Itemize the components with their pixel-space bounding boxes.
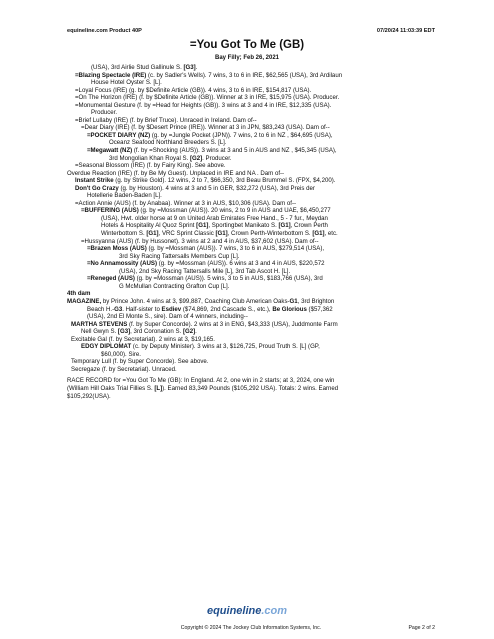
bold-text: =Brazen Moss (AUS) — [87, 245, 147, 253]
line-text: by Prince John. 4 wins at 3, $99,887, Coaching Club American Oaks- — [101, 297, 290, 305]
line-text: , 3rd Coronation S. — [130, 328, 183, 336]
line-text: (g. by =Mossman (AUS)). 6 wins at 3 and 4 in AUS, $220,572 — [157, 260, 325, 268]
bold-text: =Megawatt (NZ) — [87, 147, 133, 155]
line-text: $60,000). Sire. — [101, 350, 141, 358]
pedigree-line — [67, 298, 439, 306]
line-text: (William Hill Oaks Trial Fillies S. — [67, 384, 155, 392]
line-text: =Action Annie (AUS) (f. by Anabaa). Winner at 3 in AUS, $10,306 (USA). Dam of-- — [75, 199, 296, 207]
bold-text: Don't Go Crazy — [75, 184, 119, 192]
bold-text: [G2] — [182, 328, 196, 336]
pedigree-line — [67, 253, 439, 261]
line-text: (f. by =Shocking (AUS)). 3 wins at 3 and 5 in AUS and NZ , $45,345 (USA), — [132, 147, 337, 155]
line-text: (g. by Houston). 4 wins at 3 and 5 in GER, $32,272 (USA), 3rd Preis der — [118, 184, 315, 192]
pedigree-line — [67, 275, 439, 283]
pedigree-line — [67, 306, 439, 314]
pedigree-line — [67, 215, 439, 223]
pedigree-line — [67, 230, 439, 238]
header-timestamp: 07/20/24 11:03:39 EDT — [376, 28, 435, 34]
line-text: Hotellerie Baden-Baden [L]. — [87, 192, 162, 200]
bold-text: Esdiev — [161, 305, 182, 313]
line-text: ($57,362 — [306, 305, 333, 313]
bold-text: [G1] — [278, 222, 291, 230]
line-text: (USA), 2nd Sky Racing Tattersalls Mile [L], 3rd Tab Ascot H. [L]. — [119, 267, 291, 275]
line-text: (c. by Deputy Minister). 3 wins at 3, $126,725, Proud Truth S. [L] (GP, — [131, 343, 320, 351]
line-text: =Dear Diary (IRE) (f. by $Desert Prince (IRE)). Winner at 3 in JPN, $83,243 (USA). Dam of-- — [81, 124, 330, 132]
pedigree-line — [67, 245, 439, 253]
bold-text: =BUFFERING (AUS) — [81, 207, 139, 215]
bold-text: [G1] — [215, 230, 228, 238]
pedigree-line — [67, 79, 439, 87]
pedigree-line — [67, 64, 439, 72]
line-text: (USA), 2nd El Monte S., sire). Dam of 4 winners, including-- — [87, 313, 248, 321]
pedigree-line — [67, 260, 439, 268]
line-text: . — [195, 328, 197, 336]
bold-text: [L] — [154, 384, 163, 392]
pedigree-line — [67, 102, 439, 110]
line-text: Winterbottom S. — [101, 230, 147, 238]
line-text: ($74,869, 2nd Cascade S., etc.), — [181, 305, 273, 313]
logo-main: equineline — [206, 605, 262, 617]
horse-name-title: =You Got To Me (GB) — [189, 39, 305, 51]
pedigree-line — [67, 385, 439, 393]
pedigree-line — [67, 336, 439, 344]
line-text: , VRC Sprint Classic — [158, 230, 216, 238]
bold-text: =Blazing Spectacle (IRE) — [75, 71, 147, 79]
line-text: (g. by =Jungle Pocket (JPN)). 7 wins, 2 to 6 in NZ , $64,695 (USA), — [150, 131, 333, 139]
bold-text: Instant Strike — [75, 177, 114, 185]
horse-description: Bay Filly; Feb 26, 2021 — [214, 55, 280, 61]
line-text: Beach H.- — [87, 305, 115, 313]
line-text: , Crown Perth — [290, 222, 328, 230]
logo-suffix: .com — [261, 605, 288, 617]
pedigree-line — [67, 321, 439, 329]
pedigree-body — [67, 64, 439, 400]
line-text: Hotels & Hospitality Al Quoz Sprint — [101, 222, 197, 230]
pedigree-line — [67, 132, 439, 140]
bold-text: [G3] — [117, 328, 131, 336]
line-text: , Crown Perth-Winterbottom S. — [227, 230, 313, 238]
bold-text: MAGAZINE, — [67, 297, 102, 305]
bold-text: =No Annamossity (AUS) — [87, 260, 158, 268]
header-product: equineline.com Product 40P — [67, 28, 142, 34]
line-text: (USA), 3rd Airlie Stud Gallinule S. — [91, 64, 184, 71]
pedigree-line — [67, 87, 439, 95]
line-text: =Seasonal Blossom (IRE) (f. by Fairy King). See above. — [75, 162, 226, 170]
line-text: =Brief Lullaby (IRE) (f. by Brief Truce). Unraced in Ireland. Dam of-- — [75, 116, 257, 124]
line-text: ). Earned 83,349 Pounds ($105,292 USA). Totals: 2 wins. Earned — [162, 384, 339, 392]
line-text: . Producer. — [202, 154, 232, 162]
pedigree-line — [67, 170, 439, 178]
pedigree-line — [67, 290, 439, 298]
bold-text: [G1] — [146, 230, 159, 238]
line-text: Secregaze (f. by Secretariat). Unraced. — [71, 365, 177, 373]
pedigree-line — [67, 238, 439, 246]
line-text: 3rd Mongolian Khan Royal S. — [109, 154, 190, 162]
line-text: (f. by Super Concorde). 2 wins at 3 in ENG, $43,333 (USA), Juddmonte Farm — [127, 320, 338, 328]
line-text: 3rd Sky Racing Tattersalls Members Cup [L]. — [119, 252, 240, 260]
bold-text: EDGY DIPLOMAT — [81, 343, 132, 351]
line-text: 4th dam — [67, 290, 91, 298]
line-text: , etc. — [324, 230, 338, 238]
line-text: , 3rd Brighton — [297, 297, 335, 305]
pedigree-line — [67, 155, 439, 163]
line-text: Oceanz Seafood Northland Breeders S. [L]. — [109, 139, 227, 147]
pedigree-line — [67, 393, 439, 401]
pedigree-line — [67, 147, 439, 155]
line-text: (USA), Hwt. older horse at 9 on United Arab Emirates Free Hand., 5 - 7 fur., Meydan — [101, 214, 328, 222]
line-text: , Sportingbet Manikato S. — [208, 222, 279, 230]
line-text: . Half-sister to — [122, 305, 162, 313]
line-text: Temporary Lull (f. by Super Concorde). See above. — [71, 358, 209, 366]
pedigree-line — [67, 222, 439, 230]
pedigree-line — [67, 358, 439, 366]
bold-text: [G2] — [189, 154, 203, 162]
footer-page-number: Page 2 of 2 — [408, 625, 435, 631]
pedigree-line — [67, 283, 439, 291]
pedigree-line — [67, 192, 439, 200]
line-text: (g. by =Mossman (AUS)). 5 wins, 3 to 5 in AUS, $183,766 (USA), 3rd — [134, 275, 323, 283]
line-text: . — [195, 64, 198, 71]
line-text: (g. by =Mossman (AUS)). 20 wins, 2 to 9 in AUS and UAE, $6,450,277 — [138, 207, 331, 215]
line-text: =Hussyanna (AUS) (f. by Hussonet). 3 wins at 2 and 4 in AUS, $37,602 (USA). Dam of-- — [81, 237, 319, 245]
line-text: (g. by Strike Gold). 12 wins, 2 to 7, $66,350, 3rd Beau Brummel S. (FPX, $4,200). — [113, 177, 336, 185]
bold-text: Be Glorious — [272, 305, 307, 313]
equineline-logo — [0, 605, 494, 617]
bold-text: [G3] — [183, 64, 196, 71]
pedigree-line — [67, 328, 439, 336]
bold-text: [G1] — [312, 230, 325, 238]
line-text: Overdue Reaction (IRE) (f. by Be My Guest). Unplaced in IRE and NA . Dam of-- — [67, 169, 285, 177]
pedigree-line — [67, 124, 439, 132]
pedigree-line — [67, 351, 439, 359]
line-text: House Hotel Oyster S. [L]. — [91, 79, 162, 87]
pedigree-line — [67, 117, 439, 125]
pedigree-line — [67, 366, 439, 374]
line-text: Producer. — [91, 109, 118, 117]
bold-text: G1 — [289, 297, 298, 305]
pedigree-line — [67, 200, 439, 208]
line-text: RACE RECORD for =You Got To Me (GB): In England. At 2, one win in 2 starts; at 3, 2024, one win — [67, 377, 335, 385]
pedigree-line — [67, 313, 439, 321]
pedigree-line — [67, 139, 439, 147]
pedigree-line — [67, 177, 439, 185]
pedigree-line — [67, 162, 439, 170]
line-text: G McMullan Contracting Grafton Cup [L]. — [119, 282, 230, 290]
bold-text: [G1] — [196, 222, 209, 230]
pedigree-line — [67, 94, 439, 102]
line-text: (g. by =Mossman (AUS)). 7 wins, 3 to 6 in AUS, $279,514 (USA), — [146, 245, 325, 253]
pedigree-line — [67, 343, 439, 351]
pedigree-line — [67, 268, 439, 276]
line-text: =Monumental Gesture (f. by =Head for Heights (GB)). 3 wins at 3 and 4 in IRE, $12,335 (USA). — [75, 101, 332, 109]
pedigree-line — [67, 377, 439, 385]
line-text: Nell Gwyn S. — [81, 328, 118, 336]
footer-copyright: Copyright © 2024 The Jockey Club Information Systems, Inc. — [180, 625, 322, 631]
bold-text: =POCKET DIARY (NZ) — [87, 131, 151, 139]
line-text: Excitable Gal (f. by Secretariat). 2 wins at 3, $19,165. — [71, 335, 215, 343]
bold-text: =Reneged (AUS) — [87, 275, 135, 283]
bold-text: G3 — [114, 305, 123, 313]
line-text: $105,292(USA). — [67, 392, 111, 400]
line-text: =Loyal Focus (IRE) (g. by $Definite Article (GB)). 4 wins, 3 to 6 in IRE, $154,817 (USA). — [75, 86, 312, 94]
line-text: (c. by Sadler's Wells). 7 wins, 3 to 6 in IRE, $62,565 (USA), 3rd Ardilaun — [146, 71, 343, 79]
pedigree-line — [67, 72, 439, 80]
pedigree-line — [67, 185, 439, 193]
pedigree-line — [67, 207, 439, 215]
line-text: =On The Horizon (IRE) (f. by $Definite Article (GB)). Winner at 3 in IRE, $15,975 (USA). Producer. — [75, 94, 340, 102]
pedigree-line — [67, 109, 439, 117]
bold-text: MARTHA STEVENS — [71, 320, 128, 328]
